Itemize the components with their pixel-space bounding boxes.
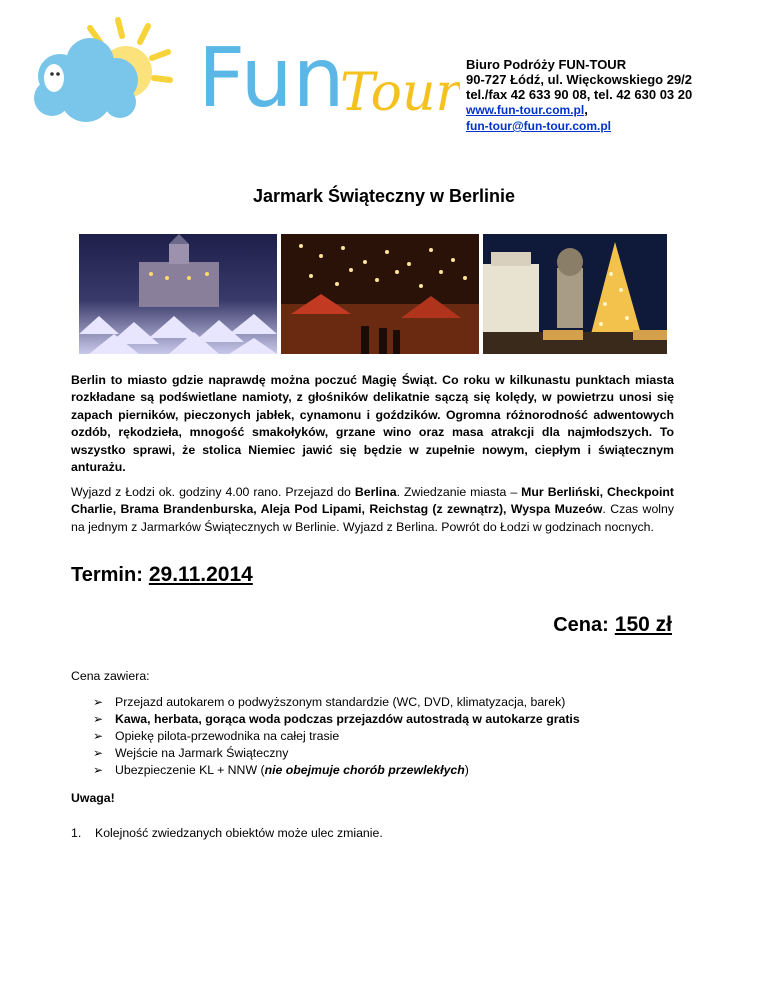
notes-list: [71, 826, 383, 840]
arrow-bullet-icon: ➢: [93, 712, 104, 726]
list-item: [93, 728, 580, 745]
photo-christmas-tree: [483, 234, 667, 354]
logo-wordmark: Fun: [198, 31, 345, 126]
includes-label: Cena zawiera:: [71, 669, 150, 683]
page-title: Jarmark Świąteczny w Berlinie: [252, 186, 516, 206]
sheep-icon: [44, 64, 64, 92]
note-text: Kolejność zwiedzanych obiektów może ulec zmianie.: [95, 826, 383, 840]
email-link[interactable]: fun-tour@fun-tour.com.pl: [466, 119, 612, 133]
list-item: [93, 694, 580, 711]
arrow-bullet-icon: ➢: [93, 695, 104, 709]
price-line: [553, 613, 672, 637]
website-suffix: ,: [584, 102, 588, 117]
trip-city: Berlina: [354, 485, 397, 499]
trip-text-2: . Zwiedzanie miasta –: [396, 485, 522, 499]
note-number: 1.: [71, 826, 82, 840]
arrow-bullet-icon: ➢: [93, 746, 104, 760]
agency-contact: [466, 57, 692, 134]
include-text: Przejazd autokarem o podwyższonym standardzie (WC, DVD, klimatyzacja, barek): [115, 695, 566, 709]
arrow-bullet-icon: ➢: [93, 729, 104, 743]
trip-text-3: . Czas wolny na jednym z Jarmarków Świątecznych w Berlinie. Wyjazd z Berlina. Powrót do Łodzi w godzinach nocnych.: [71, 502, 674, 534]
include-text-end: ): [464, 763, 469, 777]
price-label: Cena:: [553, 614, 609, 636]
agency-phone: tel./fax 42 633 90 08, tel. 42 630 03 20: [466, 87, 693, 102]
includes-list: [93, 694, 580, 779]
photo-market-aerial: [79, 234, 277, 354]
date-label: Termin:: [71, 564, 143, 586]
svg-text:Tour: Tour: [340, 63, 460, 123]
trip-description: [71, 484, 674, 536]
date-line: [71, 563, 253, 587]
price-value: 150 zł: [614, 613, 672, 636]
intro-paragraph: Berlin to miasto gdzie naprawdę można poczuć Magię Świąt. Co roku w kilkunastu punktach miasta rozkładane są podświetlane namioty, z głośników delikatnie sączą się kolędy, w powietrzu unosi się zapach pierników, pieczonych jabłek, cynamonu i goździków. Ogromna różnorodność adwentowych ozdób, rękodzieła, mnogość smakołyków, grzane wino oraz masa atrakcji dla najmłodszych. To wszystko sprawi, że stolica Niemiec jawić się będzie w zupełnie nowym, ciepłym i świątecznym anturażu.: [71, 373, 674, 475]
include-text: Ubezpieczenie KL + NNW (: [115, 763, 265, 777]
photo-strip: [79, 234, 667, 354]
agency-address: 90-727 Łódź, ul. Więckowskiego 29/2: [466, 72, 693, 87]
list-item: [93, 745, 580, 762]
website-link[interactable]: www.fun-tour.com.pl: [466, 103, 585, 117]
list-item: [71, 826, 383, 840]
include-text: Opiekę pilota-przewodnika na całej trasie: [115, 729, 340, 743]
arrow-bullet-icon: ➢: [93, 763, 104, 777]
list-item: [93, 762, 580, 779]
trip-sights: Mur Berliński, Checkpoint Charlie, Brama Brandenburska, Aleja Pod Lipami, Reichstag (z zewnątrz), Wyspa Muzeów: [71, 485, 674, 517]
photo-market-lights: [281, 234, 479, 354]
list-item: [93, 711, 580, 728]
agency-name: Biuro Podróży FUN-TOUR: [466, 57, 627, 72]
include-emphasis: nie obejmuje chorób przewlekłych: [264, 763, 465, 777]
trip-text-1: Wyjazd z Łodzi ok. godziny 4.00 rano. Przejazd do: [71, 485, 355, 499]
include-text: Kawa, herbata, gorąca woda podczas przejazdów autostradą w autokarze gratis: [115, 712, 580, 726]
note-heading: Uwaga!: [71, 791, 115, 805]
funtour-logo: [30, 14, 460, 144]
date-value: 29.11.2014: [148, 563, 253, 586]
include-text: Wejście na Jarmark Świąteczny: [115, 746, 289, 760]
